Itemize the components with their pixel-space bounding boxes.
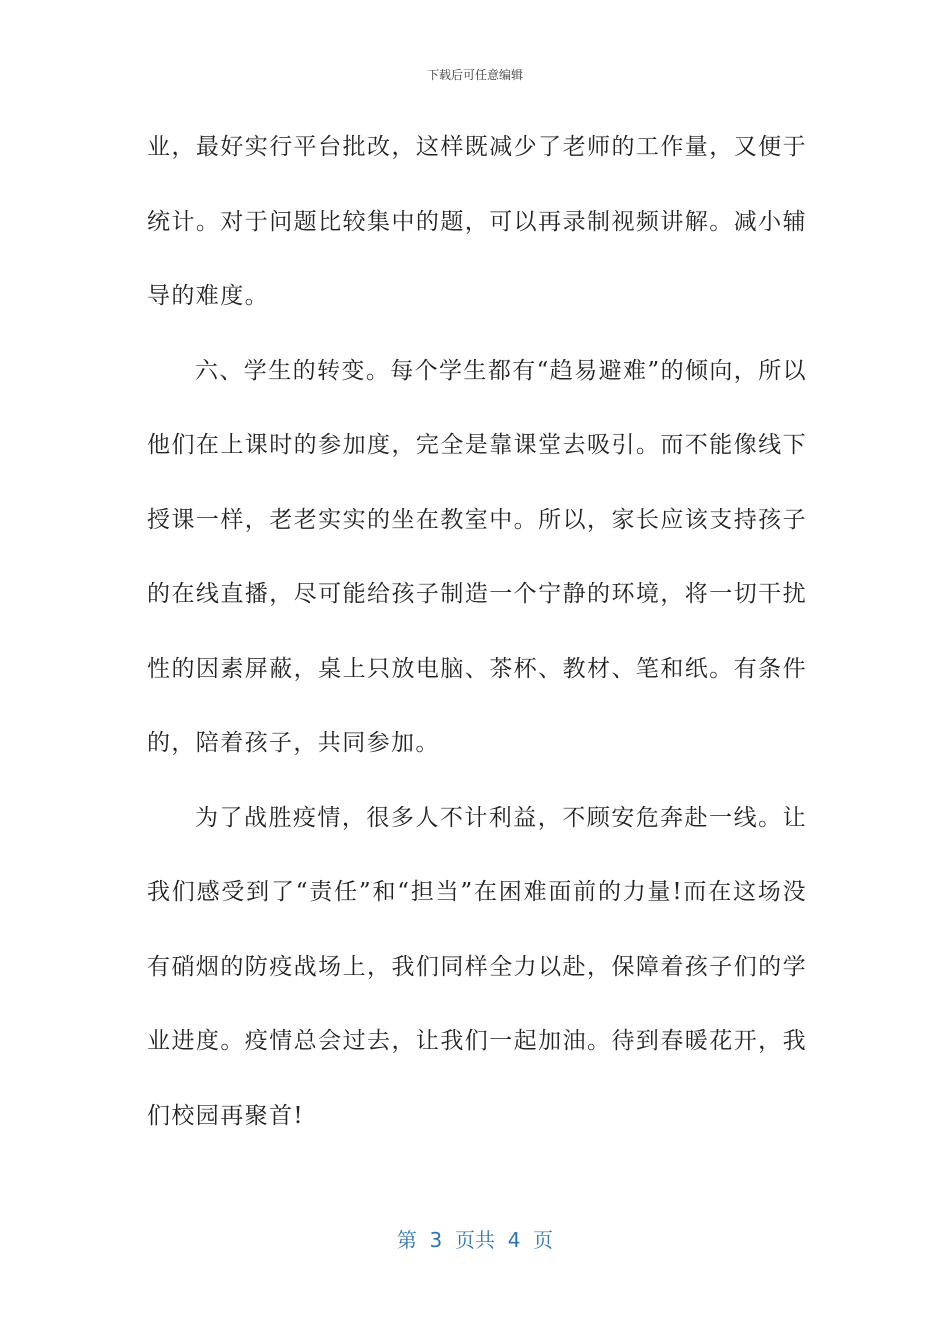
document-body bbox=[147, 110, 807, 1153]
paragraph-2: 六、学生的转变。每个学生都有“趋易避难”的倾向，所以他们在上课时的参加度，完全是靠课堂去吸引。而不能像线下授课一样，老老实实的坐在教室中。所以，家长应该支持孩子的在线直播，尽可能给孩子制造一个宁静的环境，将一切干扰性的因素屏蔽，桌上只放电脑、茶杯、教材、笔和纸。有条件的，陪着孩子，共同参加。 bbox=[147, 357, 807, 756]
header-note: 下载后可任意编辑 bbox=[426, 68, 523, 82]
page-footer: 第 3 页共 4 页 bbox=[396, 1228, 554, 1252]
paragraph-1: 业，最好实行平台批改，这样既减少了老师的工作量，又便于统计。对于问题比较集中的题，可以再录制视频讲解。减小辅导的难度。 bbox=[147, 134, 807, 309]
paragraph-3: 为了战胜疫情，很多人不计利益，不顾安危奔赴一线。让我们感受到了“责任”和“担当”在困难面前的力量!而在这场没有硝烟的防疫战场上，我们同样全力以赴，保障着孩子们的学业进度。疫情总会过去，让我们一起加油。待到春暖花开，我们校园再聚首! bbox=[147, 804, 807, 1129]
